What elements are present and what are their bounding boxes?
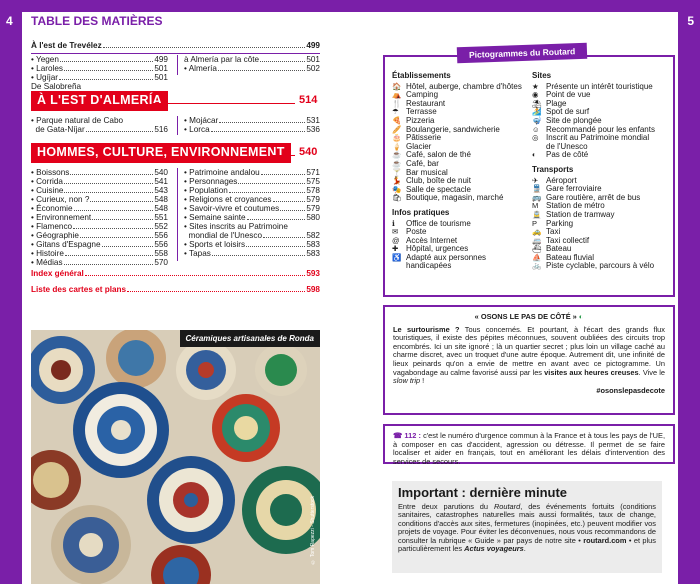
pictogram-label: Parking: [546, 218, 574, 228]
osons-box: [383, 305, 675, 415]
toc-entry-label: • Cuisine: [31, 186, 64, 195]
pictogram-icon: ⛺: [392, 90, 402, 100]
toc-entry-label: • Médias: [31, 258, 63, 267]
pictogram-icon: 🚊: [532, 209, 542, 219]
toc-entry-page: 501: [306, 55, 320, 64]
toc-entry-label: • Sites inscrits au Patrimoine: [184, 222, 288, 231]
toc-entry[interactable]: [31, 125, 168, 134]
toc-entry-label: • Ugíjar: [31, 73, 58, 82]
toc-entry-label: • Sports et loisirs: [184, 240, 246, 249]
toc-entry[interactable]: [31, 168, 168, 177]
pictogram-label: Restaurant: [406, 98, 446, 108]
toc-entry-page: 578: [306, 186, 320, 195]
pictogram-icon: 💃: [392, 176, 402, 186]
urgence-box: [383, 424, 675, 464]
toc-entry-page: 516: [154, 125, 168, 134]
toc-entry[interactable]: [31, 186, 168, 195]
toc-entry-label: • Religions et croyances: [184, 195, 272, 204]
toc-entry-index[interactable]: Index général 593: [31, 269, 320, 278]
pictogram-icon: 🍴: [392, 98, 402, 108]
pictogram-group-heading: Transports: [532, 164, 574, 174]
toc-entry-label: de Gata-Níjar: [31, 125, 85, 134]
pictogram-icon: 🎭: [392, 184, 402, 194]
pictogram-label: Bateau: [546, 244, 572, 254]
toc-entry-page: 499: [154, 55, 168, 64]
section-page-514: 514: [299, 94, 318, 106]
toc-entry-page: 579: [306, 195, 320, 204]
pictogram-label: Aéroport: [546, 175, 577, 185]
important-text: Entre deux parutions du Routard, des événements fortuits (conditions sanitaires, catastrophes naturelles mais aussi formalités, taux de change, conditions d'accès aux sites, fermetures (inopinées, etc.) peuvent modifier vos projets de voyage. Pour éviter les déconvenues, nous vous recommandons de consulter la rubrique « Guide » par pays de notre site • routard.com • et plus particulièrement les Actus voyageurs.: [398, 502, 656, 554]
toc-entry[interactable]: [184, 249, 320, 258]
pictogram-label: Présente un intérêt touristique: [546, 81, 653, 91]
pictogram-label: Bateau fluvial: [546, 252, 595, 262]
pictogram-label: Office de tourisme: [406, 218, 471, 228]
toc-entry[interactable]: [31, 195, 168, 204]
pictogram-label: Spot de surf: [546, 107, 590, 117]
toc-entry[interactable]: [184, 195, 320, 204]
toc-entry[interactable]: [184, 213, 320, 222]
toc-entry-page: 556: [154, 231, 168, 240]
toc-entry[interactable]: [184, 64, 320, 73]
pictogram-label: Site de plongée: [546, 115, 602, 125]
pictogram-label: Plage: [546, 98, 567, 108]
pictogram-icon: ℹ: [392, 218, 395, 228]
pictogram-label: Taxi: [546, 227, 561, 237]
pictogram-label: Piste cyclable, parcours à vélo: [546, 261, 655, 271]
toc-entry[interactable]: [184, 231, 320, 240]
pictogram-group-heading: Sites: [532, 71, 552, 80]
toc-entry-label: • Patrimoine andalou: [184, 168, 260, 177]
right-sidebar: [678, 32, 700, 584]
toc-entry-label: • Laroles: [31, 64, 63, 73]
emergency-number: ☎ 112 :: [393, 431, 421, 440]
pictogram-item: [392, 194, 532, 203]
toc-entry-label: • Personnages: [184, 177, 238, 186]
pictogram-icon: 🚕: [532, 227, 542, 237]
pictogram-icon: 🚲: [532, 261, 542, 271]
toc-entry-page: 502: [306, 64, 320, 73]
toc-entry[interactable]: [184, 240, 320, 249]
toc-entry-label: • Environnement: [31, 213, 92, 222]
pictogram-icon: 🚆: [532, 184, 542, 194]
pictogram-icon: 🍸: [392, 167, 402, 177]
toc-entry-page: 501: [154, 73, 168, 82]
pictogram-label: Bar musical: [406, 167, 448, 177]
toc-entry-page: 548: [154, 195, 168, 204]
toc-entry-label: • Économie: [31, 204, 73, 213]
toc-list-trevelez-right: [184, 55, 320, 73]
column-divider: [177, 168, 178, 261]
pictogram-icon: 🍦: [392, 141, 402, 151]
toc-entry-label: • Curieux, non ?: [31, 195, 90, 204]
pictogram-icon: ◎: [532, 133, 539, 143]
toc-entry-page: 541: [154, 177, 168, 186]
pictogram-label: Gare ferroviaire: [546, 184, 602, 194]
pictogram-label: Gare routière, arrêt de bus: [546, 192, 641, 202]
pictogram-label: Inscrit au Patrimoine mondial: [546, 133, 650, 143]
osons-title: « OSONS LE PAS DE CÔTÉ »: [474, 312, 577, 321]
toc-entry[interactable]: [184, 186, 320, 195]
toc-entry-page: 501: [154, 64, 168, 73]
pictogram-icon: ☺: [532, 124, 540, 134]
toc-entry-label: • Corrida: [31, 177, 63, 186]
pictogram-label: Hôtel, auberge, chambre d'hôtes: [406, 81, 522, 91]
toc-entry[interactable]: [31, 73, 168, 82]
toc-entry-page: 556: [154, 240, 168, 249]
pictogram-icon: @: [392, 235, 400, 245]
toc-entry-page: 582: [306, 231, 320, 240]
toc-entry-label: mondial de l'Unesco: [184, 231, 263, 240]
toc-entry[interactable]: [31, 240, 168, 249]
toc-entry-page: 583: [306, 240, 320, 249]
toc-entry[interactable]: [184, 222, 320, 231]
pictogram-icon: ✚: [392, 244, 399, 254]
toc-entry[interactable]: [184, 116, 320, 125]
toc-entry-label: • Almería: [184, 64, 217, 73]
toc-list-section2-right: [184, 168, 320, 258]
toc-entry[interactable]: [184, 168, 320, 177]
pictogram-label: Pizzeria: [406, 115, 435, 125]
pas-de-cote-icon: ◐: [578, 312, 584, 321]
toc-list-section1-left: [31, 116, 168, 134]
pictogram-label: Adapté aux personnes: [406, 252, 487, 262]
toc-entry-label: • Semaine sainte: [184, 213, 246, 222]
pictogram-item: [532, 262, 672, 271]
pictogram-icon: ⛴: [532, 244, 542, 254]
pictogram-icon: P: [532, 218, 538, 228]
important-title: Important : dernière minute: [398, 485, 568, 500]
toc-entry[interactable]: [31, 64, 168, 73]
important-box: [392, 481, 662, 573]
pictogram-icon: 🍕: [392, 115, 402, 125]
pictogram-icon: ☂: [392, 107, 399, 117]
pictogram-icon: ⛵: [532, 252, 542, 262]
pictogram-label: Terrasse: [406, 107, 437, 117]
pictogram-label: Café, bar: [406, 158, 439, 168]
toc-entry[interactable]: [184, 125, 320, 134]
toc-entry[interactable]: [184, 55, 320, 64]
toc-entry[interactable]: [31, 82, 168, 91]
pictogram-label: Salle de spectacle: [406, 184, 471, 194]
toc-entry-page: 540: [154, 168, 168, 177]
toc-entry-trevelez[interactable]: À l'est de Trevélez 499: [31, 41, 320, 50]
pictogram-icon: ◐: [532, 150, 537, 160]
pictogram-icon: 🥖: [392, 124, 402, 134]
banner-rule: [270, 155, 295, 156]
toc-entry-page: 543: [154, 186, 168, 195]
toc-entry[interactable]: [31, 213, 168, 222]
toc-entry-page: 579: [306, 204, 320, 213]
pictogram-label: Café, salon de thé: [406, 150, 471, 160]
pictogram-label: Pâtisserie: [406, 133, 442, 143]
toc-entry-label: • Yegen: [31, 55, 59, 64]
toc-entry-label: De Salobreña: [31, 82, 82, 91]
page-number-left: 4: [6, 14, 13, 28]
pictogram-icon: ♿: [392, 252, 402, 262]
page-title: TABLE DES MATIÈRES: [31, 14, 163, 28]
toc-entry-label: • Histoire: [31, 249, 64, 258]
toc-entry-page: 548: [154, 204, 168, 213]
left-sidebar: [0, 32, 22, 584]
pictogram-icon: ★: [532, 81, 539, 91]
pictogram-label: Taxi collectif: [546, 235, 590, 245]
toc-entry-page: 536: [306, 125, 320, 134]
pictogram-label: Boutique, magasin, marché: [406, 193, 504, 203]
pictogram-icon: 🎂: [392, 133, 402, 143]
pictogram-label: Station de métro: [546, 201, 605, 211]
pictogram-label: Poste: [406, 227, 427, 237]
pictogram-icon: ✉: [392, 227, 399, 237]
toc-entry-page: 551: [154, 213, 168, 222]
toc-entry-page: 531: [306, 116, 320, 125]
toc-entry[interactable]: [31, 55, 168, 64]
pictogram-label: Hôpital, urgences: [406, 244, 469, 254]
pictogram-group-heading: Infos pratiques: [392, 207, 450, 217]
pictogram-label: Boulangerie, sandwicherie: [406, 124, 500, 134]
toc-entry-label: • Boissons: [31, 168, 70, 177]
pictogram-icon: 🏄: [532, 107, 542, 117]
toc-entry-page: 580: [306, 213, 320, 222]
toc-entry[interactable]: [184, 177, 320, 186]
ceramics-photo: [31, 330, 320, 584]
toc-list-trevelez-left: [31, 55, 168, 91]
toc-entry[interactable]: [31, 204, 168, 213]
pictogram-label: handicapées: [406, 261, 452, 271]
pictogram-label: de l'Unesco: [546, 141, 588, 151]
pictogram-item: [532, 151, 672, 160]
pictogram-item: [392, 262, 532, 271]
osons-text: Le surtourisme ? Tous concernés. Et pourtant, à l'écart des grands flux touristiques, il existe des pépites méconnues, souvent oubliées des circuits trop encombrés. Ici un site ignoré ; là un quartier secret ; plus loin un village caché au charme discret, avec un troquet d'une autre époque. Autrement dit, une infinité de lieux peinards qu'on a envie de mettre en avant avec ce pictogramme. Un vagabondage au calme favorisé aussi par les visites aux heures creuses. Vive le slow trip !: [393, 324, 665, 386]
pictograms-title: Pictogrammes du Routard: [457, 43, 588, 64]
toc-entry[interactable]: [31, 231, 168, 240]
pictogram-icon: M: [532, 201, 539, 211]
pictogram-icon: ⛱: [532, 98, 542, 108]
routard-link[interactable]: routard.com: [583, 535, 627, 545]
pictogram-label: Pas de côté: [546, 150, 589, 160]
toc-entry-label: • Parque natural de Cabo: [31, 116, 124, 125]
page-number-right: 5: [687, 14, 694, 28]
section-page-540: 540: [299, 146, 318, 158]
toc-entry[interactable]: [31, 249, 168, 258]
toc-entry-label: • Population: [184, 186, 228, 195]
pictogram-icon: ☕: [392, 150, 402, 160]
photo-caption: Céramiques artisanales de Ronda: [180, 330, 321, 347]
osons-hashtag: #osonslepasdecote: [596, 385, 665, 395]
section-banner-hommes-culture[interactable]: HOMMES, CULTURE, ENVIRONNEMENT: [31, 143, 291, 163]
pictogram-icon: ◉: [532, 90, 539, 100]
toc-entry[interactable]: [31, 258, 168, 267]
column-divider: [177, 55, 178, 75]
pictogram-icon: 🛍: [392, 193, 402, 203]
pictogram-icon: ✈: [532, 175, 539, 185]
toc-entry[interactable]: [31, 177, 168, 186]
divider: [31, 53, 320, 54]
toc-entry[interactable]: [184, 204, 320, 213]
toc-entry-page: 558: [154, 249, 168, 258]
toc-entry-page: 552: [154, 222, 168, 231]
pictogram-label: Point de vue: [546, 90, 591, 100]
toc-entry-label: • Géographie: [31, 231, 79, 240]
toc-entry-label: • Savoir-vivre et coutumes: [184, 204, 280, 213]
toc-entry-label: à Almería par la côte: [184, 55, 260, 64]
pictogram-label: Station de tramway: [546, 209, 615, 219]
pictogram-list-right: [532, 72, 672, 271]
pictogram-label: Recommandé pour les enfants: [546, 124, 655, 134]
pictogram-icon: 🤿: [532, 115, 542, 125]
pictogram-label: Club, boîte de nuit: [406, 176, 471, 186]
toc-entry-cartes[interactable]: Liste des cartes et plans 598: [31, 285, 320, 294]
pictogram-label: Glacier: [406, 141, 432, 151]
toc-entry-label: • Tapas: [184, 249, 211, 258]
toc-entry-label: • Mojácar: [184, 116, 219, 125]
pictogram-group-heading: Établissements: [392, 71, 451, 80]
toc-entry[interactable]: [31, 222, 168, 231]
toc-entry-label: • Flamenco: [31, 222, 73, 231]
toc-entry-page: 570: [154, 258, 168, 267]
pictogram-icon: ☕: [392, 158, 402, 168]
column-divider: [177, 116, 178, 135]
banner-rule: [153, 103, 295, 104]
photo-credit: © Tom Rapezzi - Shutterstock: [310, 495, 316, 564]
pictogram-icon: 🏠: [392, 81, 402, 91]
toc-entry-label: • Gitans d'Espagne: [31, 240, 101, 249]
pictogram-list-left: [392, 72, 532, 271]
toc-entry-page: 575: [306, 177, 320, 186]
urgence-text: c'est le numéro d'urgence commun à la France et à tous les pays de l'UE, à composer en cas d'accident, agression ou détresse. Il permet de se faire localiser et aider en français, tout en améliorant les délais d'intervention des services de secours.: [393, 431, 666, 466]
toc-entry-page: 583: [306, 249, 320, 258]
toc-entry[interactable]: [31, 116, 168, 125]
pictogram-icon: 🚌: [532, 192, 542, 202]
pictogram-icon: 🚐: [532, 235, 542, 245]
toc-list-section1-right: [184, 116, 320, 134]
toc-list-section2-left: [31, 168, 168, 267]
toc-entry-page: 571: [306, 168, 320, 177]
section-banner-est-almeria[interactable]: À L'EST D'ALMERÍA: [31, 91, 168, 111]
pictogram-label: Accès Internet: [406, 235, 458, 245]
ceramic-plates-illustration: [31, 330, 320, 584]
pictogram-label: Camping: [406, 90, 439, 100]
toc-entry-label: • Lorca: [184, 125, 210, 134]
